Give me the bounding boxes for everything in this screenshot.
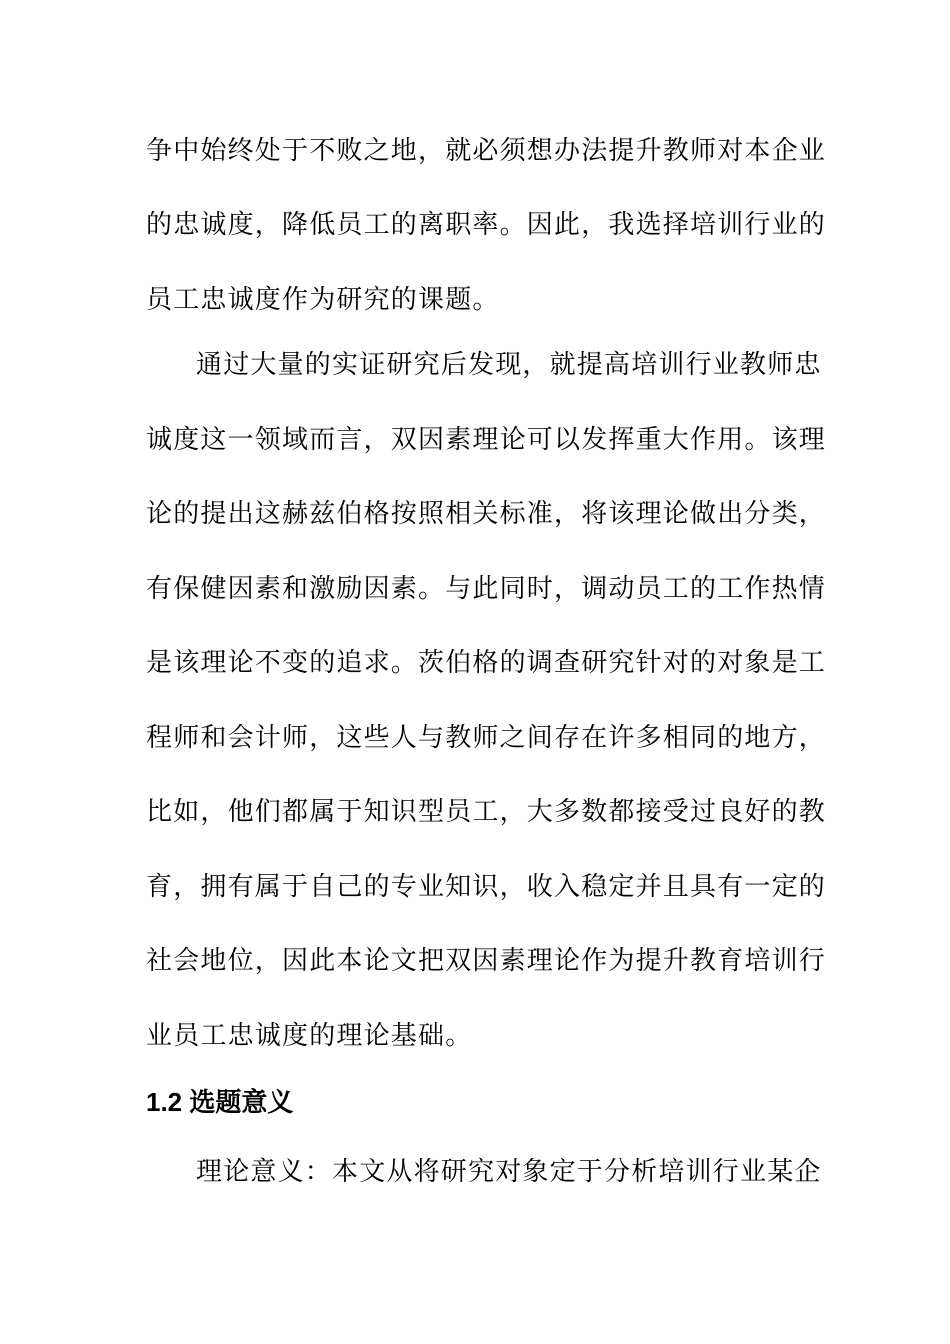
section-heading: 1.2 选题意义 [146,1087,294,1117]
paragraph-line: 社会地位，因此本论文把双因素理论作为提升教育培训行 [146,946,827,976]
paragraph-line: 业员工忠诚度的理论基础。 [146,1021,473,1051]
paragraph-line: 论的提出这赫兹伯格按照相关标准，将该理论做出分类， [146,499,827,529]
paragraph-line: 程师和会计师，这些人与教师之间存在许多相同的地方， [146,723,827,753]
paragraph-line: 的忠诚度，降低员工的离职率。因此，我选择培训行业的 [146,210,827,240]
paragraph-line: 诚度这一领域而言，双因素理论可以发挥重大作用。该理 [146,425,827,455]
paragraph-line: 通过大量的实证研究后发现，就提高培训行业教师忠 [196,350,822,380]
paragraph-line: 争中始终处于不败之地，就必须想办法提升教师对本企业 [146,136,827,166]
paragraph-line: 员工忠诚度作为研究的课题。 [146,285,500,315]
paragraph-line: 比如，他们都属于知识型员工，大多数都接受过良好的教 [146,797,827,827]
paragraph-line: 理论意义：本文从将研究对象定于分析培训行业某企 [196,1157,822,1187]
paragraph-line: 有保健因素和激励因素。与此同时，调动员工的工作热情 [146,574,827,604]
paragraph-line: 是该理论不变的追求。茨伯格的调查研究针对的对象是工 [146,648,827,678]
paragraph-line: 育，拥有属于自己的专业知识，收入稳定并且具有一定的 [146,872,827,902]
